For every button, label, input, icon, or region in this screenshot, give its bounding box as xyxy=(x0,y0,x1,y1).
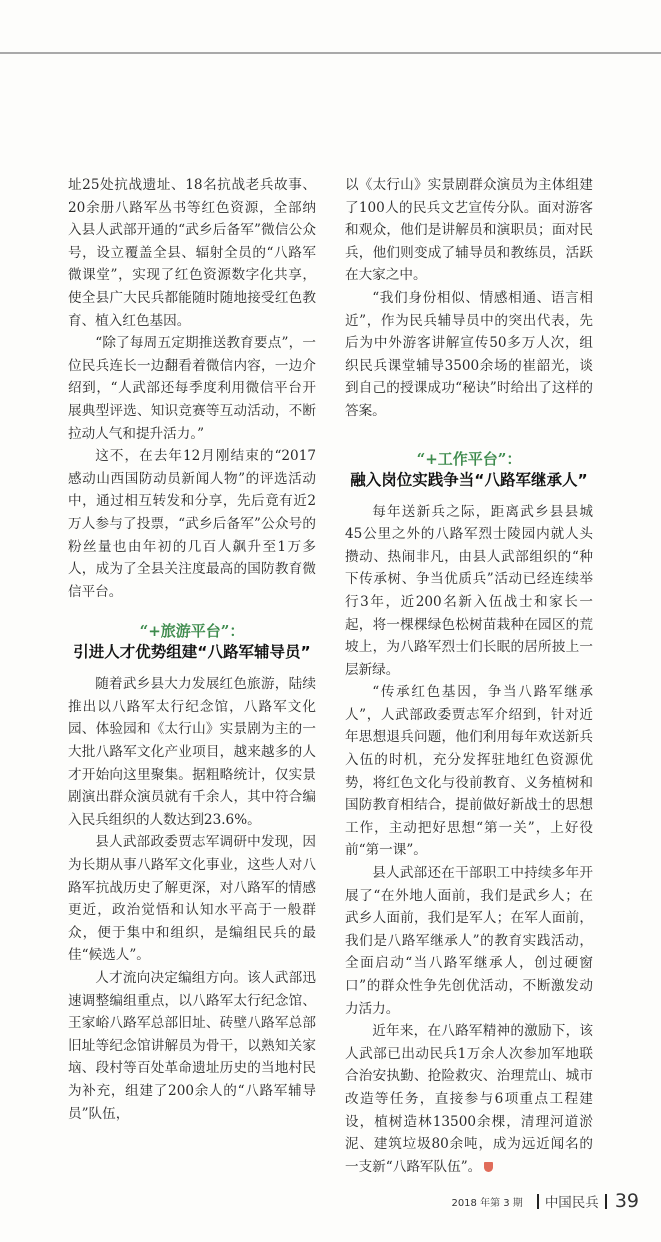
columns xyxy=(0,174,661,1178)
paragraph: 近年来，在八路军精神的激励下，该人武部已出动民兵1万余人次参加军地联合治安执勤、抢险救灾、治理荒山、城市改造等任务，直接参与6项重点工程建设，植树造林13500余棵，清理河道淤泥、建筑垃圾80余吨，成为远近闻名的一支新“八路军队伍”。 xyxy=(345,1023,593,1175)
paragraph: 以《太行山》实景剧群众演员为主体组建了100人的民兵文艺宣传分队。面对游客和观众，他们是讲解员和演职员；面对民兵，他们则变成了辅导员和教练员，活跃在大家之中。 xyxy=(345,177,593,284)
paragraph: 随着武乡县大力发展红色旅游，陆续推出以八路军太行纪念馆，八路军文化园、体验园和《太行山》实景剧为主的一大批八路军文化产业项目，越来越多的人才开始向这里聚集。据粗略统计，仅实景剧演出群众演员就有千余人，其中符合编入民兵组织的人数达到23.6%。 xyxy=(68,676,316,828)
right-column xyxy=(345,174,593,1178)
paragraph: “我们身份相似、情感相通、语言相近”，作为民兵辅导员中的突出代表，先后为中外游客讲解宣传50多万人次，组织民兵课堂辅导3500余场的崔韶光，谈到自己的授课成功“秘诀”时给出了这样的答案。 xyxy=(345,289,593,419)
left-column-block2 xyxy=(68,673,316,1125)
page-footer xyxy=(0,1190,661,1242)
paragraph: 县人武部政委贾志军调研中发现，因为长期从事八路军文化事业，这些人对八路军抗战历史了解更深，对八路军的情感更近，政治觉悟和认知水平高于一般群众，便于集中和组织，是编组民兵的最佳“候选人”。 xyxy=(68,834,316,964)
divider xyxy=(537,1194,539,1209)
paragraph: 县人武部还在干部职工中持续多年开展了“在外地人面前，我们是武乡人；在武乡人面前，我们是军人；在军人面前，我们是八路军继承人”的教育实践活动，全面启动“当八路军继承人，创过硬窗口”的群众性争先创优活动，不断激发动力活力。 xyxy=(345,865,593,1017)
paragraph: 这不，在去年12月刚结束的“2017感动山西国防动员新闻人物”的评选活动中，通过相互转发和分享，先后竟有近2万人参与了投票，“武乡后备军”公众号的粉丝量也由年初的几百人飙升至1万多人，成为了全县关注度最高的国防教育微信平台。 xyxy=(68,448,316,600)
magazine-name: 中国民兵 xyxy=(544,1195,599,1212)
right-column-block2 xyxy=(345,501,593,1179)
section-title: 融入岗位实践争当“八路军继承人” xyxy=(350,470,588,489)
shield-end-mark-icon xyxy=(484,1162,493,1172)
left-column-block1 xyxy=(68,174,316,603)
section-kicker: “+旅游平台”： xyxy=(139,622,245,641)
divider xyxy=(605,1194,607,1209)
page-number: 39 xyxy=(614,1190,639,1213)
issue-label: 2018 年第 3 期 xyxy=(451,1197,523,1209)
paragraph: 人才流向决定编组方向。该人武部迅速调整编组重点，以八路军太行纪念馆、王家峪八路军总部旧址、砖壁八路军总部旧址等纪念馆讲解员为骨干，以熟知关家垴、段村等百处革命遗址历史的当地村民为补充，组建了200余人的“八路军辅导员”队伍， xyxy=(68,970,316,1122)
top-rule xyxy=(0,52,661,54)
paragraph-last xyxy=(345,1020,593,1178)
right-column-block1 xyxy=(345,174,593,423)
section-title: 引进人才优势组建“八路军辅导员” xyxy=(73,643,311,662)
paragraph: 每年送新兵之际，距离武乡县县城45公里之外的八路军烈士陵园内就人头攒动、热闹非凡，由县人武部组织的“种下传承树、争当优质兵”活动已经连续举行3年，近200名新入伍战士和家长一起，将一棵棵绿色松树苗栽种在园区的荒坡上，为八路军烈士们长眠的居所披上一层新绿。 xyxy=(345,503,593,678)
section-heading-work xyxy=(339,449,599,491)
section-kicker: “+工作平台”： xyxy=(416,449,522,468)
section-heading-tourism xyxy=(62,621,322,663)
paragraph: “除了每周五定期推送教育要点”，一位民兵连长一边翻看着微信内容，一边介绍到，“人武部还每季度利用微信平台开展典型评选、知识竞赛等互动活动，不断拉动人气和提升活力。” xyxy=(68,335,316,442)
left-column xyxy=(68,174,316,1125)
paragraph: “传承红色基因，争当八路军继承人”，人武部政委贾志军介绍到，针对近年思想退兵问题，他们利用每年欢送新兵入伍的时机，充分发挥驻地红色资源优势，将红色文化与役前教育、义务植树和国防教育相结合，提前做好新战士的思想工作，主动把好思想“第一关”，上好役前“第一课”。 xyxy=(345,684,593,859)
paragraph: 址25处抗战遗址、18名抗战老兵故事、20余册八路军丛书等红色资源，全部纳入县人武部开通的“武乡后备军”微信公众号，设立覆盖全县、辐射全员的“八路军微课堂”，实现了红色资源数字化共享，使全县广大民兵都能随时随地接受红色教育、植入红色基因。 xyxy=(68,177,316,329)
